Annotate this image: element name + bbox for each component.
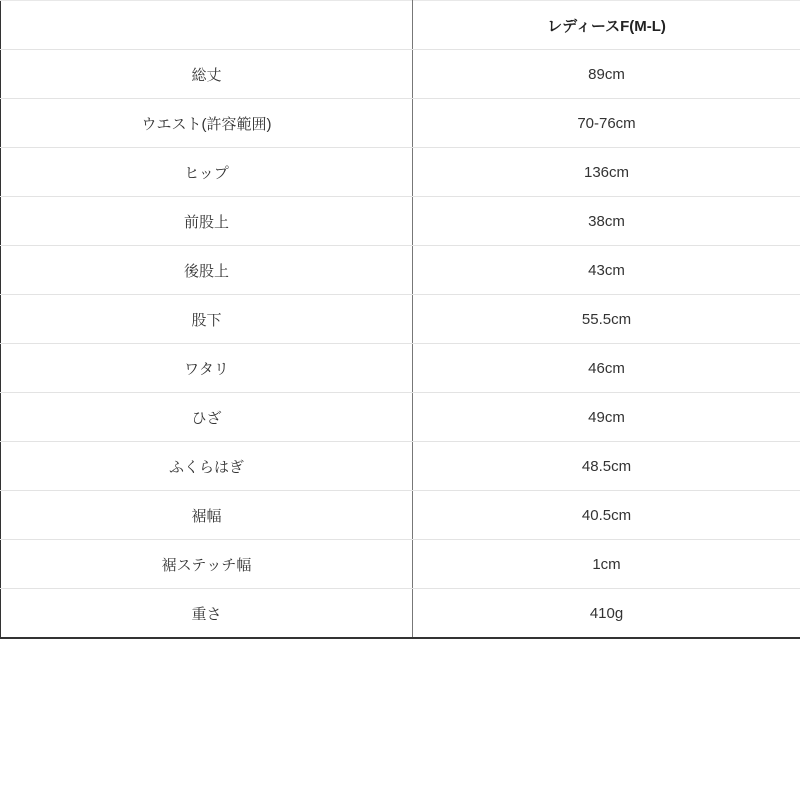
row-label: 総丈	[1, 50, 413, 99]
header-size-column: レディースF(M-L)	[413, 1, 800, 50]
row-label: ウエスト(許容範囲)	[1, 99, 413, 148]
row-label: 裾ステッチ幅	[1, 540, 413, 589]
row-value: 46cm	[413, 344, 800, 393]
table-row	[1, 148, 800, 197]
row-value: 89cm	[413, 50, 800, 99]
row-label: 後股上	[1, 246, 413, 295]
row-label: ひざ	[1, 393, 413, 442]
row-label: 前股上	[1, 197, 413, 246]
table-row	[1, 442, 800, 491]
row-value: 1cm	[413, 540, 800, 589]
row-value: 70-76cm	[413, 99, 800, 148]
table-row	[1, 295, 800, 344]
row-value: 49cm	[413, 393, 800, 442]
table-header-row	[1, 1, 800, 50]
table-row	[1, 246, 800, 295]
table-row	[1, 344, 800, 393]
table-row	[1, 99, 800, 148]
row-label: ヒップ	[1, 148, 413, 197]
row-label: ふくらはぎ	[1, 442, 413, 491]
row-value: 43cm	[413, 246, 800, 295]
table-row	[1, 197, 800, 246]
table-row	[1, 589, 800, 639]
table-row	[1, 393, 800, 442]
row-label: ワタリ	[1, 344, 413, 393]
row-value: 48.5cm	[413, 442, 800, 491]
row-value: 38cm	[413, 197, 800, 246]
row-value: 410g	[413, 589, 800, 639]
table-row	[1, 50, 800, 99]
table-row	[1, 491, 800, 540]
row-value: 40.5cm	[413, 491, 800, 540]
row-value: 55.5cm	[413, 295, 800, 344]
header-label-cell	[1, 1, 413, 50]
row-label: 股下	[1, 295, 413, 344]
row-value: 136cm	[413, 148, 800, 197]
table-row	[1, 540, 800, 589]
row-label: 重さ	[1, 589, 413, 639]
row-label: 裾幅	[1, 491, 413, 540]
